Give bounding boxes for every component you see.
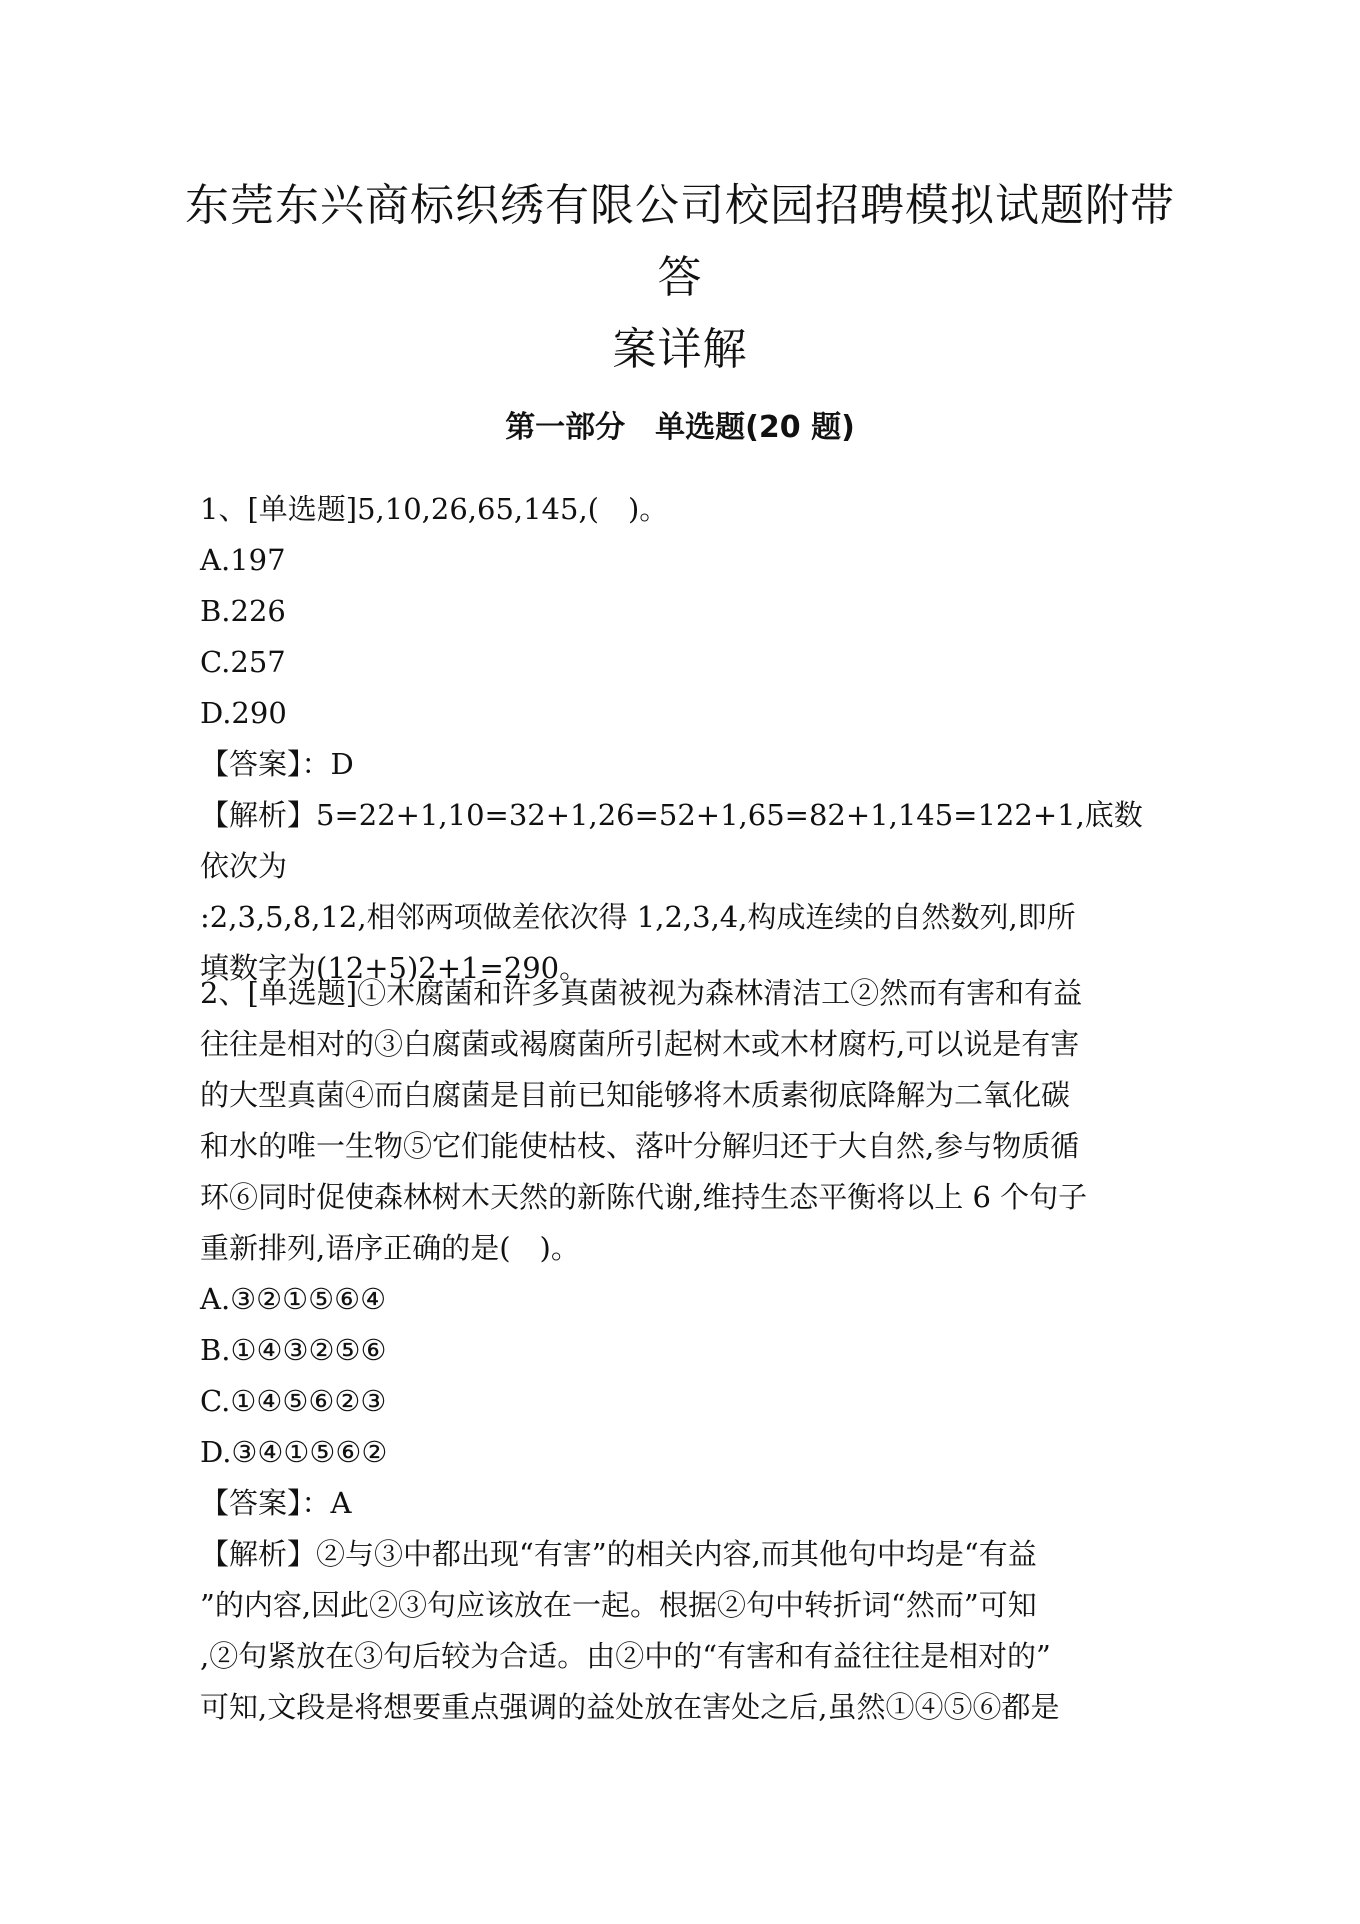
analysis-line-2: :2,3,5,8,12,相邻两项做差依次得 1,2,3,4,构成连续的自然数列,即所 — [200, 900, 1076, 934]
option-a: A.197 — [200, 543, 286, 577]
option-c: C.257 — [200, 645, 286, 679]
analysis-line-1: 【解析】②与③中都出现“有害”的相关内容,而其他句中均是“有益 — [200, 1537, 1037, 1571]
title-line-2: 案详解 — [612, 324, 748, 375]
option-b: B.①④③②⑤⑥ — [200, 1333, 387, 1367]
option-a: A.③②①⑤⑥④ — [200, 1282, 387, 1316]
analysis-line-3: ,②句紧放在③句后较为合适。由②中的“有害和有益往往是相对的” — [200, 1639, 1051, 1673]
section-heading: 第一部分 单选题(20 题) — [505, 410, 855, 445]
analysis-line-3: 填数字为(12+5)2+1=290。 — [200, 951, 589, 985]
question-stem: 1、[单选题]5,10,26,65,145,( )。 — [200, 492, 669, 526]
document-title — [180, 170, 1180, 386]
question-stem-line-1: 2、[单选题]①木腐菌和许多真菌被视为森林清洁工②然而有害和有益 — [200, 976, 1083, 1010]
analysis-line-4: 可知,文段是将想要重点强调的益处放在害处之后,虽然①④⑤⑥都是 — [200, 1690, 1060, 1724]
title-line-1: 东莞东兴商标织绣有限公司校园招聘模拟试题附带答 — [185, 180, 1175, 303]
question-stem-line-2: 往往是相对的③白腐菌或褐腐菌所引起树木或木材腐朽,可以说是有害 — [200, 1027, 1080, 1061]
question-stem-line-6: 重新排列,语序正确的是( )。 — [200, 1231, 580, 1265]
option-d: D.③④①⑤⑥② — [200, 1435, 388, 1469]
question-stem-line-4: 和水的唯一生物⑤它们能使枯枝、落叶分解归还于大自然,参与物质循 — [200, 1129, 1080, 1163]
question-2 — [200, 968, 1170, 1733]
answer-line: 【答案】：D — [200, 747, 354, 781]
answer-line: 【答案】：A — [200, 1486, 352, 1520]
option-d: D.290 — [200, 696, 287, 730]
analysis-line-1: 【解析】5=22+1,10=32+1,26=52+1,65=82+1,145=122+1,底数依次为 — [200, 798, 1143, 883]
option-b: B.226 — [200, 594, 286, 628]
option-c: C.①④⑤⑥②③ — [200, 1384, 387, 1418]
analysis-line-2: ”的内容,因此②③句应该放在一起。根据②句中转折词“然而”可知 — [200, 1588, 1037, 1622]
question-stem-line-5: 环⑥同时促使森林树木天然的新陈代谢,维持生态平衡将以上 6 个句子 — [200, 1180, 1088, 1214]
question-stem-line-3: 的大型真菌④而白腐菌是目前已知能够将木质素彻底降解为二氧化碳 — [200, 1078, 1071, 1112]
question-1 — [200, 484, 1170, 994]
